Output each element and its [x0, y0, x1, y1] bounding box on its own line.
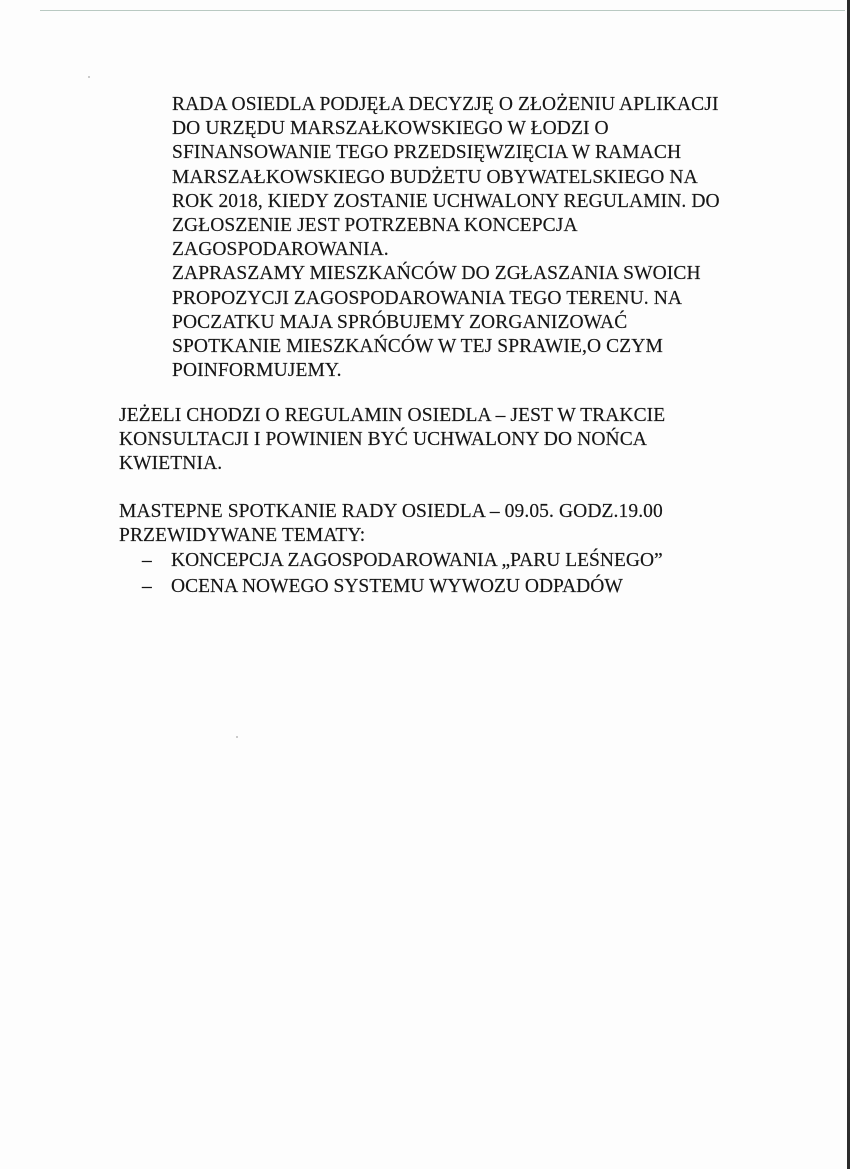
text-line: RADA OSIEDLA PODJĘŁA DECYZJĘ O ZŁOŻENIU APLIKACJI [172, 94, 719, 115]
scan-speck [88, 76, 90, 78]
dash-bullet: – [142, 576, 152, 597]
text-line: MASTEPNE SPOTKANIE RADY OSIEDLA – 09.05. GODZ.19.00 [119, 501, 663, 522]
text-line: ROK 2018, KIEDY ZOSTANIE UCHWALONY REGULAMIN. DO [172, 190, 720, 212]
text-line: SFINANSOWANIE TEGO PRZEDSIĘWZIĘCIA W RAMACH [172, 142, 682, 164]
topic-text: KONCEPCJA ZAGOSPODAROWANIA „PARU LEŚNEGO” [171, 550, 663, 571]
text-line: JEŻELI CHODZI O REGULAMIN OSIEDLA – JEST W TRAKCIE [119, 405, 666, 426]
text-line: KWIETNIA. [119, 453, 223, 475]
text-line: DO URZĘDU MARSZAŁKOWSKIEGO W ŁODZI O [172, 118, 609, 140]
text-line: POINFORMUJEMY. [172, 360, 342, 382]
text-line: ZAPRASZAMY MIESZKAŃCÓW DO ZGŁASZANIA SWOICH [172, 263, 701, 285]
topics-list [142, 548, 663, 600]
dash-bullet: – [142, 550, 152, 571]
paragraph-application [172, 93, 720, 383]
list-item [142, 548, 663, 574]
scan-border-line [40, 10, 845, 11]
text-line: PROPOZYCJI ZAGOSPODAROWANIA TEGO TERENU. NA [172, 287, 683, 309]
topic-text: OCENA NOWEGO SYSTEMU WYWOZU ODPADÓW [171, 576, 623, 597]
text-line: POCZATKU MAJA SPRÓBUJEMY ZORGANIZOWAĆ [172, 311, 628, 333]
scan-speck [236, 736, 238, 738]
text-line: ZAGOSPODAROWANIA. [172, 239, 389, 261]
text-line: MARSZAŁKOWSKIEGO BUDŻETU OBYWATELSKIEGO NA [172, 166, 698, 188]
paragraph-regulations [119, 404, 665, 477]
text-line: SPOTKANIE MIESZKAŃCÓW W TEJ SPRAWIE,O CZYM [172, 336, 663, 358]
text-line: ZGŁOSZENIE JEST POTRZEBNA KONCEPCJA [172, 215, 578, 237]
paragraph-next-meeting [119, 500, 663, 548]
text-line: PRZEWIDYWANE TEMATY: [119, 525, 366, 547]
list-item [142, 574, 663, 600]
text-line: KONSULTACJI I POWINIEN BYĆ UCHWALONY DO NOŃCA [119, 429, 647, 451]
